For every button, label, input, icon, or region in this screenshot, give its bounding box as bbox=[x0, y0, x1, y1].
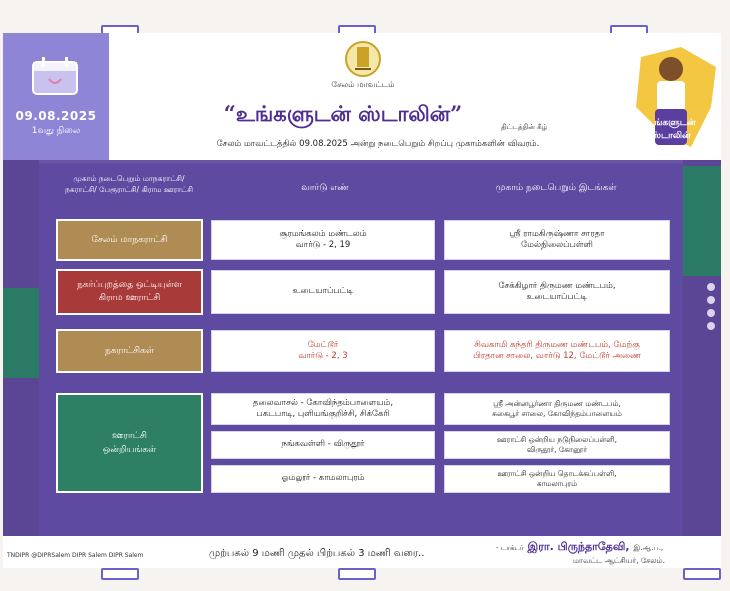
ward-cell bbox=[211, 465, 435, 493]
ward-cell bbox=[211, 270, 435, 314]
scheme-logo bbox=[621, 37, 721, 159]
venue-cell bbox=[444, 330, 670, 372]
slide-dots bbox=[707, 283, 715, 335]
logo-text-1: உங்களுடன் bbox=[646, 118, 696, 128]
ward-cell bbox=[211, 220, 435, 260]
venue-line: ஸ்ரீ ராமகிருஷ்ணா சாரதா bbox=[509, 228, 605, 239]
venue-line: ஸ்ரீ அன்னபூர்ணா திருமண மண்டபம், bbox=[493, 398, 621, 408]
tamilnadu-emblem-icon bbox=[345, 39, 381, 79]
collector-role: மாவட்ட ஆட்சியர், சேலம். bbox=[573, 556, 666, 565]
calendar-icon bbox=[29, 55, 81, 97]
ward-cell bbox=[211, 330, 435, 372]
column-header-venue: முகாம் நடைபெறும் இடங்கள் bbox=[495, 183, 617, 193]
scheme-tag: திட்டத்தின் கீழ் bbox=[501, 123, 548, 131]
left-green-block bbox=[3, 288, 39, 378]
slide-dot bbox=[707, 309, 715, 317]
poster-footer bbox=[3, 536, 721, 568]
venue-line: சேக்கிழார் திருமண மண்டபம், bbox=[498, 280, 616, 291]
ward-line: பகடபாடி, புளியங்குறிச்சி, சிக்கேரி bbox=[256, 409, 390, 419]
venue-line: பிரதான சாலை, வார்டு 12, மேட்டூர் அணை bbox=[473, 351, 641, 361]
venue-line: காமலாபுரம் bbox=[536, 479, 578, 488]
venue-cell bbox=[444, 393, 670, 425]
ward-cell bbox=[211, 393, 435, 425]
venue-line: சுகைபூர் சாலை, கோவிந்தம்பாளையம் bbox=[492, 409, 622, 418]
venue-line: ஊராட்சி ஒன்றிய நடுநிலைப்பள்ளி, bbox=[497, 434, 617, 444]
venue-cell bbox=[444, 465, 670, 493]
venue-line: விருதூர், கோனூர் bbox=[526, 445, 588, 454]
ward-line: வார்டு - 2, 19 bbox=[295, 240, 351, 250]
scheme-title: “உங்களுடன் ஸ்டாலின்” bbox=[223, 101, 463, 126]
category-corporation: சேலம் மாநகராட்சி bbox=[56, 219, 203, 261]
column-header-ward: வார்டு எண் bbox=[301, 183, 349, 193]
venue-line: உடையாப்பட்டி bbox=[526, 292, 588, 302]
venue-cell bbox=[444, 220, 670, 260]
ward-line: தலைவாசல் - கோவிந்தம்பாளையம், bbox=[252, 397, 394, 408]
frame-corner-mark bbox=[338, 568, 376, 580]
camp-phase: 1வது நிலை bbox=[31, 126, 81, 136]
category-panchayat-unions: ஊராட்சி ஒன்றியங்கள் bbox=[56, 393, 203, 493]
frame-corner-mark bbox=[101, 568, 139, 580]
camp-date: 09.08.2025 bbox=[15, 109, 97, 123]
column-header-location: முகாம் நடைபெறும் மாநகராட்சி/ நகராட்சி/ பேரூராட்சி/ கிராம ஊராட்சி bbox=[64, 174, 194, 194]
ward-line: வார்டு - 2, 3 bbox=[298, 351, 348, 361]
frame-corner-mark bbox=[683, 568, 721, 580]
camp-timing: முற்பகல் 9 மணி முதல் பிற்பகல் 3 மணி வரை.. bbox=[209, 548, 425, 559]
slide-dot bbox=[707, 296, 715, 304]
category-municipalities: நகராட்சிகள் bbox=[56, 329, 203, 373]
ward-line: சூரமங்கலம் மண்டலம் bbox=[279, 228, 367, 239]
ward-line: மேட்டூர் bbox=[307, 339, 339, 350]
category-village-panchayat: நகர்ப்புறத்தை ஒட்டியுள்ள கிராம ஊராட்சி bbox=[56, 269, 203, 315]
venue-cell bbox=[444, 431, 670, 459]
date-panel bbox=[3, 33, 109, 160]
collector-signature bbox=[496, 540, 663, 555]
camp-subtitle: சேலம் மாவட்டத்தில் 09.08.2025 அன்று நடைபெறும் சிறப்பு முகாம்களின் விவரம். bbox=[216, 139, 540, 149]
ward-line: நங்கவள்ளி - விருதூர் bbox=[281, 439, 365, 450]
venue-line: மேல்நிலைப்பள்ளி bbox=[521, 240, 593, 250]
venue-line: சிவகாமி சுந்தரி திருமண மண்டபம், மேற்கு bbox=[474, 339, 640, 350]
slide-dot bbox=[707, 322, 715, 330]
district-name: சேலம் மாவட்டம் bbox=[331, 80, 395, 89]
collector-prefix: - டாக்டர் bbox=[496, 544, 524, 552]
collector-name: இரா. பிருந்தாதேவி, bbox=[527, 540, 630, 553]
collector-suffix: இ.ஆ.ப., bbox=[633, 544, 664, 552]
ward-line: உடையாப்பட்டி bbox=[292, 286, 354, 297]
slide-dot bbox=[707, 283, 715, 291]
social-handles: TNDIPR @DIPRSalem DIPR Salem DIPR Salem bbox=[7, 552, 144, 559]
ward-line: ஓமலூர் - காமலாபுரம் bbox=[281, 473, 365, 484]
ward-cell bbox=[211, 431, 435, 459]
camp-poster bbox=[3, 33, 721, 568]
logo-text-2: ஸ்டாலின் bbox=[651, 131, 691, 141]
venue-line: ஊராட்சி ஒன்றிய தொடக்கப்பள்ளி, bbox=[497, 468, 617, 478]
right-green-block bbox=[683, 166, 721, 276]
venue-cell bbox=[444, 270, 670, 314]
